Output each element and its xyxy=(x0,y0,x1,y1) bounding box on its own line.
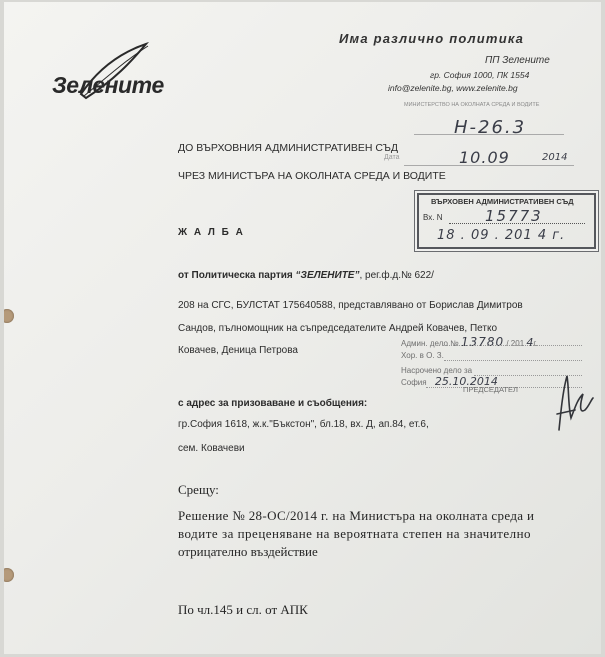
admin-case-suffix: / 201 xyxy=(506,339,527,348)
document-page xyxy=(4,2,601,654)
document-title: Ж А Л Б А xyxy=(178,227,245,238)
sender-line-2: 208 на СГС, БУЛСТАТ 175640588, представлявано от Борислав Димитров xyxy=(178,300,523,311)
addressee-line-2: ЧРЕЗ МИНИСТЪРА НА ОКОЛНАТА СРЕДА И ВОДИТЕ xyxy=(178,170,446,182)
sender-prefix: от Политическа партия xyxy=(178,270,296,281)
sender-line-3: Сандов, пълномощник на съпредседателите Андрей Ковачев, Петко xyxy=(178,323,498,334)
admin-case-year: 4 xyxy=(526,336,534,349)
party-slogan: Имa различно политикa xyxy=(339,31,525,46)
party-name: ПП Зелените xyxy=(485,55,550,66)
decision-line-1: Решение № 28-ОС/2014 г. на Министъра на околната среда и xyxy=(178,508,535,523)
registry-date-line xyxy=(404,165,574,166)
registry-date: 10.09 xyxy=(459,148,510,167)
registry-date-label: Дата xyxy=(384,154,400,161)
ministry-registry-caption: МИНИСТЕРСТВО НА ОКОЛНАТА СРЕДА И ВОДИТЕ xyxy=(404,102,540,108)
court-stamp-vh-label: Вх. N xyxy=(423,213,443,222)
address-label: с адрес за призоваване и съобщения: xyxy=(178,398,368,409)
legal-basis: По чл.145 и сл. от АПК xyxy=(178,602,308,617)
admin-case-number: 13780 xyxy=(460,335,505,349)
admin-line-1 xyxy=(442,345,582,346)
admin-hearing-date: 25.10.2014 xyxy=(434,375,498,388)
sender-party-name: “ЗЕЛЕНИТЕ” xyxy=(295,270,360,281)
decision-line-3: отрицателно въздействие xyxy=(178,544,318,559)
registry-number: Н-26.3 xyxy=(454,117,527,138)
against-label: Срещу: xyxy=(178,482,219,497)
admin-case-end: г. xyxy=(533,339,538,348)
court-incoming-stamp xyxy=(417,193,596,249)
admin-sofia-label: София xyxy=(401,378,427,387)
admin-chairman-label: ПРЕДСЕДАТЕЛ xyxy=(463,385,518,394)
admin-case-line xyxy=(401,335,538,349)
registry-number-line xyxy=(414,134,564,135)
sender-line-1 xyxy=(178,270,434,281)
party-address: гр. София 1000, ПК 1554 xyxy=(430,70,530,80)
admin-stamp-line-3: Насрочено дело за xyxy=(401,366,473,375)
decision-line-2: водите за преценяване на вероятната степен на значително xyxy=(178,526,532,541)
logo-wordmark: Зеленитe xyxy=(52,72,164,98)
chairman-signature xyxy=(549,370,599,434)
registry-year: 2014 xyxy=(542,152,568,163)
admin-line-2 xyxy=(444,360,582,361)
court-stamp-title: ВЪРХОВЕН АДМИНИСТРАТИВЕН СЪД xyxy=(431,197,574,206)
court-stamp-date: 18 . 09 . 201 4 г. xyxy=(437,228,566,243)
punch-hole-top xyxy=(4,309,14,323)
party-contact: info@zelenite.bg, www.zelenite.bg xyxy=(388,83,518,93)
admin-case-label: Админ. дело № xyxy=(401,339,459,348)
sender-line-4: Ковачев, Деница Петрова xyxy=(178,345,298,356)
address-line-2: сем. Ковачеви xyxy=(178,443,245,454)
sender-registration: , рег.ф.д.№ 622/ xyxy=(359,270,434,281)
court-stamp-vh-number: 15773 xyxy=(485,207,543,225)
address-line-1: гр.София 1618, ж.к."Бъкстон", бл.18, вх. Д, ап.84, ет.6, xyxy=(178,419,429,430)
admin-stamp-line-2: Хор. в О. З. xyxy=(401,351,444,360)
punch-hole-bottom xyxy=(4,568,14,582)
court-stamp-vh-line xyxy=(449,223,585,224)
addressee-line-1: ДО ВЪРХОВНИЯ АДМИНИСТРАТИВЕН СЪД xyxy=(178,142,399,154)
